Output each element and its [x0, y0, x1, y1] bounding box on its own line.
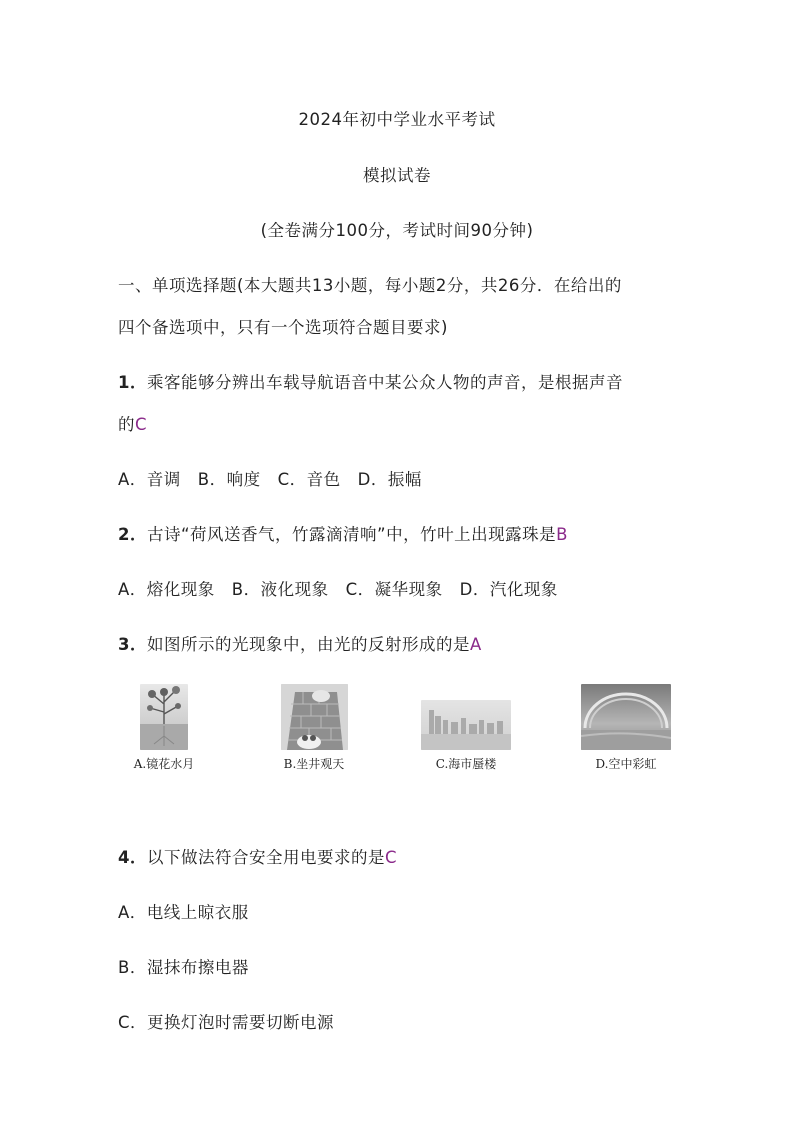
question-1 [118, 369, 623, 393]
figure-b-image [281, 684, 348, 750]
question-number: 3． [118, 635, 147, 654]
question-number: 1． [118, 373, 147, 392]
figure-a-image [140, 684, 188, 750]
figure-b-caption: B.坐井观天 [283, 757, 345, 771]
question-2 [118, 521, 568, 545]
section-heading-line1: 一、单项选择题(本大题共13小题，每小题2分，共26分．在给出的 [118, 276, 622, 295]
question-text: 的 [118, 415, 135, 434]
question-4-option-c: C．更换灯泡时需要切断电源 [118, 1013, 335, 1032]
question-2-options: A．熔化现象 B．液化现象 C．凝华现象 D．汽化现象 [118, 580, 558, 599]
section-heading-line2: 四个备选项中，只有一个选项符合题目要求) [118, 318, 448, 337]
question-1-cont [118, 411, 147, 435]
question-4 [118, 844, 397, 868]
answer-mark: A [469, 635, 482, 654]
answer-mark: C [135, 415, 148, 434]
answer-mark: B [556, 525, 568, 544]
page-title: 2024年初中学业水平考试 [298, 110, 496, 129]
question-3 [118, 631, 482, 655]
figure-d-image [581, 684, 671, 750]
figure-c-image [421, 700, 511, 750]
page-subtitle: 模拟试卷 [363, 166, 431, 185]
question-1-options: A．音调 B．响度 C．音色 D．振幅 [118, 470, 422, 489]
question-4-option-b: B．湿抹布擦电器 [118, 958, 249, 977]
answer-mark: C [384, 848, 398, 867]
figure-a-caption: A.镜花水月 [133, 757, 195, 771]
question-text: 如图所示的光现象中，由光的反射形成的是 [146, 635, 470, 654]
question-text: 以下做法符合安全用电要求的是 [146, 848, 385, 867]
exam-note: (全卷满分100分，考试时间90分钟) [260, 221, 534, 240]
question-text: 乘客能够分辨出车载导航语音中某公众人物的声音，是根据声音 [146, 373, 623, 392]
figure-d-caption: D.空中彩虹 [595, 757, 657, 771]
question-4-option-a: A．电线上晾衣服 [118, 903, 249, 922]
question-text: 古诗“荷风送香气，竹露滴清响”中，竹叶上出现露珠是 [146, 525, 557, 544]
question-number: 4． [118, 848, 147, 867]
question-number: 2． [118, 525, 147, 544]
figure-c-caption: C.海市蜃楼 [435, 757, 497, 771]
